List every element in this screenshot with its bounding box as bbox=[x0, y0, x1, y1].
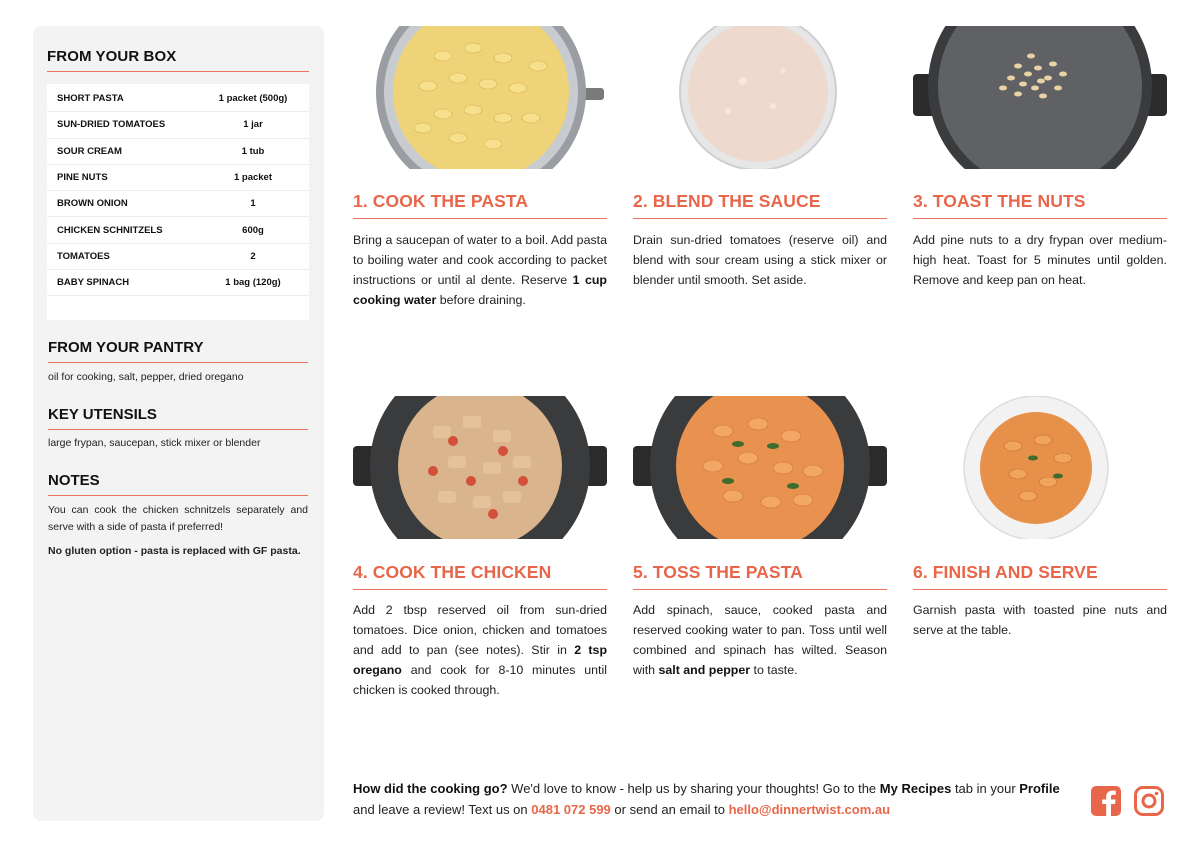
feedback-footer: How did the cooking go? We'd love to know - help us by sharing your thoughts! Go to the My Recipes tab in your Profile and leave a review! Text us on 0481 072 599 or send an email to hello@dinnertwist.com.au bbox=[353, 781, 1060, 817]
step-6-text: Garnish pasta with toasted pine nuts and serve at the table. bbox=[913, 603, 1167, 637]
facebook-icon[interactable] bbox=[1090, 785, 1122, 817]
ingredient-name: BROWN ONION bbox=[57, 198, 128, 210]
step-3-title: 3. TOAST THE NUTS bbox=[913, 191, 1167, 219]
gluten-free-note: No gluten option - pasta is replaced with GF pasta. bbox=[48, 545, 301, 557]
step-2-text: Drain sun-dried tomatoes (reserve oil) and blend with sour cream using a stick mixer or blender until smooth. Set aside. bbox=[633, 233, 887, 287]
step-3-text: Add pine nuts to a dry frypan over medium-high heat. Toast for 5 minutes until golden. Remove and keep pan on heat. bbox=[913, 233, 1167, 287]
ingredient-qty: 1 packet bbox=[233, 172, 273, 184]
ingredient-name: SHORT PASTA bbox=[57, 93, 124, 105]
ingredient-qty: 1 tub bbox=[241, 145, 265, 157]
step-5-text: Add spinach, sauce, cooked pasta and reserved cooking water to pan. Toss until well combined and spinach has wilted. Season with salt and pepper to taste. bbox=[633, 603, 887, 677]
ingredient-row bbox=[47, 244, 309, 270]
ingredient-name: PINE NUTS bbox=[57, 172, 108, 184]
utensils-title: KEY UTENSILS bbox=[48, 406, 308, 430]
pantry-text: oil for cooking, salt, pepper, dried oregano bbox=[48, 371, 244, 383]
step-6-title: 6. FINISH AND SERVE bbox=[913, 562, 1167, 590]
ingredient-qty: 2 bbox=[250, 250, 256, 262]
step-3-photo bbox=[913, 26, 1167, 169]
pantry-title: FROM YOUR PANTRY bbox=[48, 339, 308, 363]
instagram-icon[interactable] bbox=[1133, 785, 1165, 817]
step-5-title: 5. TOSS THE PASTA bbox=[633, 562, 887, 590]
step-2-title: 2. BLEND THE SAUCE bbox=[633, 191, 887, 219]
ingredients-sidebar bbox=[33, 26, 324, 821]
profile-link[interactable]: Profile bbox=[1019, 781, 1060, 796]
step-6-photo bbox=[913, 396, 1167, 539]
ingredient-name: SOUR CREAM bbox=[57, 145, 122, 157]
ingredient-row bbox=[47, 112, 309, 138]
notes-text: You can cook the chicken schnitzels separately and serve with a side of pasta if preferred! bbox=[48, 504, 308, 533]
ingredients-table bbox=[47, 84, 309, 320]
ingredient-row bbox=[47, 139, 309, 165]
ingredient-qty: 1 packet (500g) bbox=[218, 93, 288, 105]
ingredient-qty: 1 bag (120g) bbox=[225, 277, 281, 289]
ingredient-name: SUN-DRIED TOMATOES bbox=[57, 119, 166, 131]
step-1-title: 1. COOK THE PASTA bbox=[353, 191, 607, 219]
from-your-box-title: FROM YOUR BOX bbox=[47, 48, 309, 72]
ingredient-name: BABY SPINACH bbox=[57, 277, 130, 289]
ingredient-qty: 1 bbox=[250, 198, 256, 210]
ingredient-name: CHICKEN SCHNITZELS bbox=[57, 224, 163, 236]
ingredient-name: TOMATOES bbox=[57, 250, 110, 262]
ingredient-row bbox=[47, 217, 309, 243]
step-1-text: Bring a saucepan of water to a boil. Add pasta to boiling water and cook according to packet instructions or until al dente. Reserve 1 cup cooking water before draining. bbox=[353, 233, 607, 307]
step-4-text: Add 2 tbsp reserved oil from sun-dried tomatoes. Dice onion, chicken and tomatoes and add to pan (see notes). Stir in 2 tsp oregano and cook for 8-10 minutes until chicken is cooked through. bbox=[353, 603, 608, 697]
ingredient-qty: 1 jar bbox=[243, 119, 263, 131]
email-link[interactable]: hello@dinnertwist.com.au bbox=[728, 802, 891, 817]
step-4-title: 4. COOK THE CHICKEN bbox=[353, 562, 607, 590]
my-recipes-link[interactable]: My Recipes bbox=[879, 781, 952, 796]
step-4-photo bbox=[353, 396, 607, 539]
phone-link[interactable]: 0481 072 599 bbox=[531, 802, 611, 817]
step-5-photo bbox=[633, 396, 887, 539]
notes-title: NOTES bbox=[48, 472, 308, 496]
ingredient-row bbox=[47, 86, 309, 112]
ingredient-row bbox=[47, 191, 309, 217]
utensils-text: large frypan, saucepan, stick mixer or blender bbox=[48, 437, 261, 449]
ingredient-qty: 600g bbox=[242, 224, 264, 236]
step-1-photo bbox=[353, 26, 607, 169]
step-2-photo bbox=[633, 26, 887, 169]
ingredient-row bbox=[47, 270, 309, 296]
ingredient-row bbox=[47, 165, 309, 191]
